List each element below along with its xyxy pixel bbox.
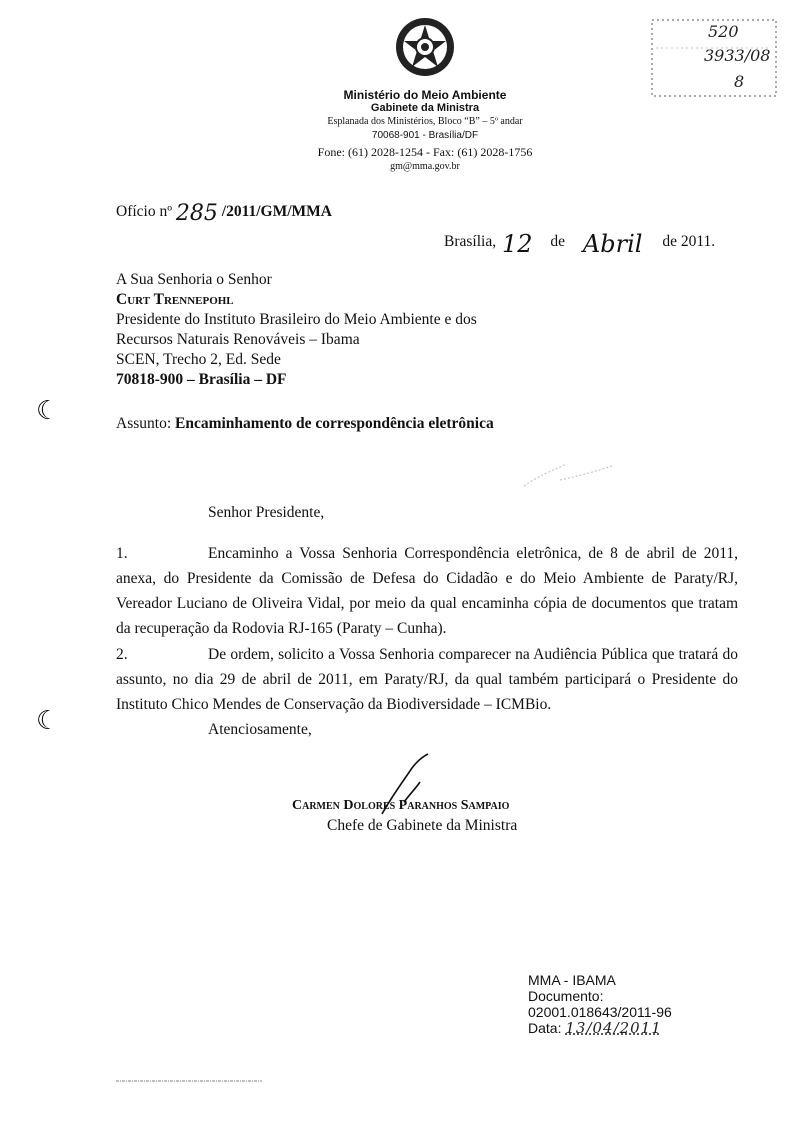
stamp-process-number: 3933/08 bbox=[704, 46, 771, 65]
stamp-sheet-number: 520 bbox=[708, 22, 739, 41]
footer-tiny-text-mark bbox=[116, 1078, 266, 1084]
oficio-number-handwritten: 285 bbox=[175, 201, 218, 226]
receipt-date-row bbox=[528, 1020, 672, 1036]
oficio-suffix: /2011/GM/MMA bbox=[221, 203, 332, 220]
subject-label: Assunto: bbox=[116, 415, 172, 432]
receipt-doc-number: 02001.018643/2011-96 bbox=[528, 1004, 672, 1020]
closing: Atenciosamente, bbox=[208, 721, 312, 738]
greeting: Senhor Presidente, bbox=[208, 504, 325, 521]
date-de: de bbox=[550, 233, 566, 250]
cabinet-name: Gabinete da Ministra bbox=[370, 102, 480, 114]
protocol-stamp bbox=[650, 16, 780, 100]
header-address: Esplanada dos Ministérios, Bloco “B” – 5º andar bbox=[327, 116, 523, 127]
ibama-receipt-stamp bbox=[528, 972, 672, 1036]
signer-title: Chefe de Gabinete da Ministra bbox=[327, 817, 518, 834]
pencil-scribble-mark bbox=[520, 458, 620, 494]
footer-path-tiny bbox=[116, 1078, 266, 1086]
punch-hole-mark-icon: ☾ bbox=[36, 396, 60, 425]
oficio-prefix: Ofício nº bbox=[116, 203, 173, 220]
paragraph-2 bbox=[116, 642, 738, 717]
oficio-number-line bbox=[116, 200, 332, 226]
receipt-date-handwritten: 13/04/2011 bbox=[565, 1019, 662, 1037]
header-phone: Fone: (61) 2028-1254 - Fax: (61) 2028-1756 bbox=[317, 145, 533, 159]
date-line bbox=[444, 228, 716, 258]
header-cep: 70068-901 - Brasília/DF bbox=[371, 130, 479, 141]
recipient-role-line1: Presidente do Instituto Brasileiro do Meio Ambiente e dos bbox=[116, 311, 477, 328]
stamp-initials: 8 bbox=[734, 72, 745, 91]
header-email: gm@mma.gov.br bbox=[390, 161, 460, 172]
paragraph-1-number: 1. bbox=[116, 545, 128, 562]
subject-text: Encaminhamento de correspondência eletrônica bbox=[175, 415, 494, 432]
receipt-date-label: Data: bbox=[528, 1020, 562, 1036]
recipient-block bbox=[116, 270, 477, 390]
date-month-handwritten: Abril bbox=[582, 230, 643, 258]
recipient-address: SCEN, Trecho 2, Ed. Sede bbox=[116, 351, 281, 368]
receipt-org: MMA - IBAMA bbox=[528, 972, 616, 988]
brazil-coat-of-arms-icon bbox=[394, 16, 456, 78]
receipt-doc-label: Documento: bbox=[528, 988, 604, 1004]
date-city: Brasília, bbox=[444, 233, 497, 250]
signer-name: Carmen Dolores Paranhos Sampaio bbox=[292, 798, 510, 813]
paragraph-2-text: De ordem, solicito a Vossa Senhoria comparecer na Audiência Pública que tratará do assunto, no dia 29 de abril de 2011, em Paraty/RJ, da qual também participará o Presidente do Instituto Chico Mendes de Conservação da Biodiversidade – ICMBio. bbox=[116, 646, 738, 713]
paragraph-1-text: Encaminho a Vossa Senhoria Correspondência eletrônica, de 8 de abril de 2011, anexa, do Presidente da Comissão de Defesa do Cidadão e do Meio Ambiente de Paraty/RJ, Vereador Luciano de Oliveira Vidal, por meio da qual encaminha cópia de documentos que tratam da recuperação da Rodovia RJ-165 (Paraty – Cunha). bbox=[116, 545, 738, 637]
paragraph-1 bbox=[116, 541, 738, 641]
punch-hole-mark-icon: ☾ bbox=[36, 706, 60, 735]
date-day-handwritten: 12 bbox=[501, 230, 533, 258]
recipient-name: Curt Trennepohl bbox=[116, 291, 234, 308]
recipient-cep-city: 70818-900 – Brasília – DF bbox=[116, 371, 287, 388]
subject-line bbox=[116, 414, 494, 434]
ministry-name: Ministério do Meio Ambiente bbox=[343, 88, 507, 102]
date-year: de 2011. bbox=[662, 233, 716, 250]
paragraph-2-number: 2. bbox=[116, 646, 128, 663]
recipient-role-line2: Recursos Naturais Renováveis – Ibama bbox=[116, 331, 360, 348]
recipient-salutation: A Sua Senhoria o Senhor bbox=[116, 271, 272, 288]
